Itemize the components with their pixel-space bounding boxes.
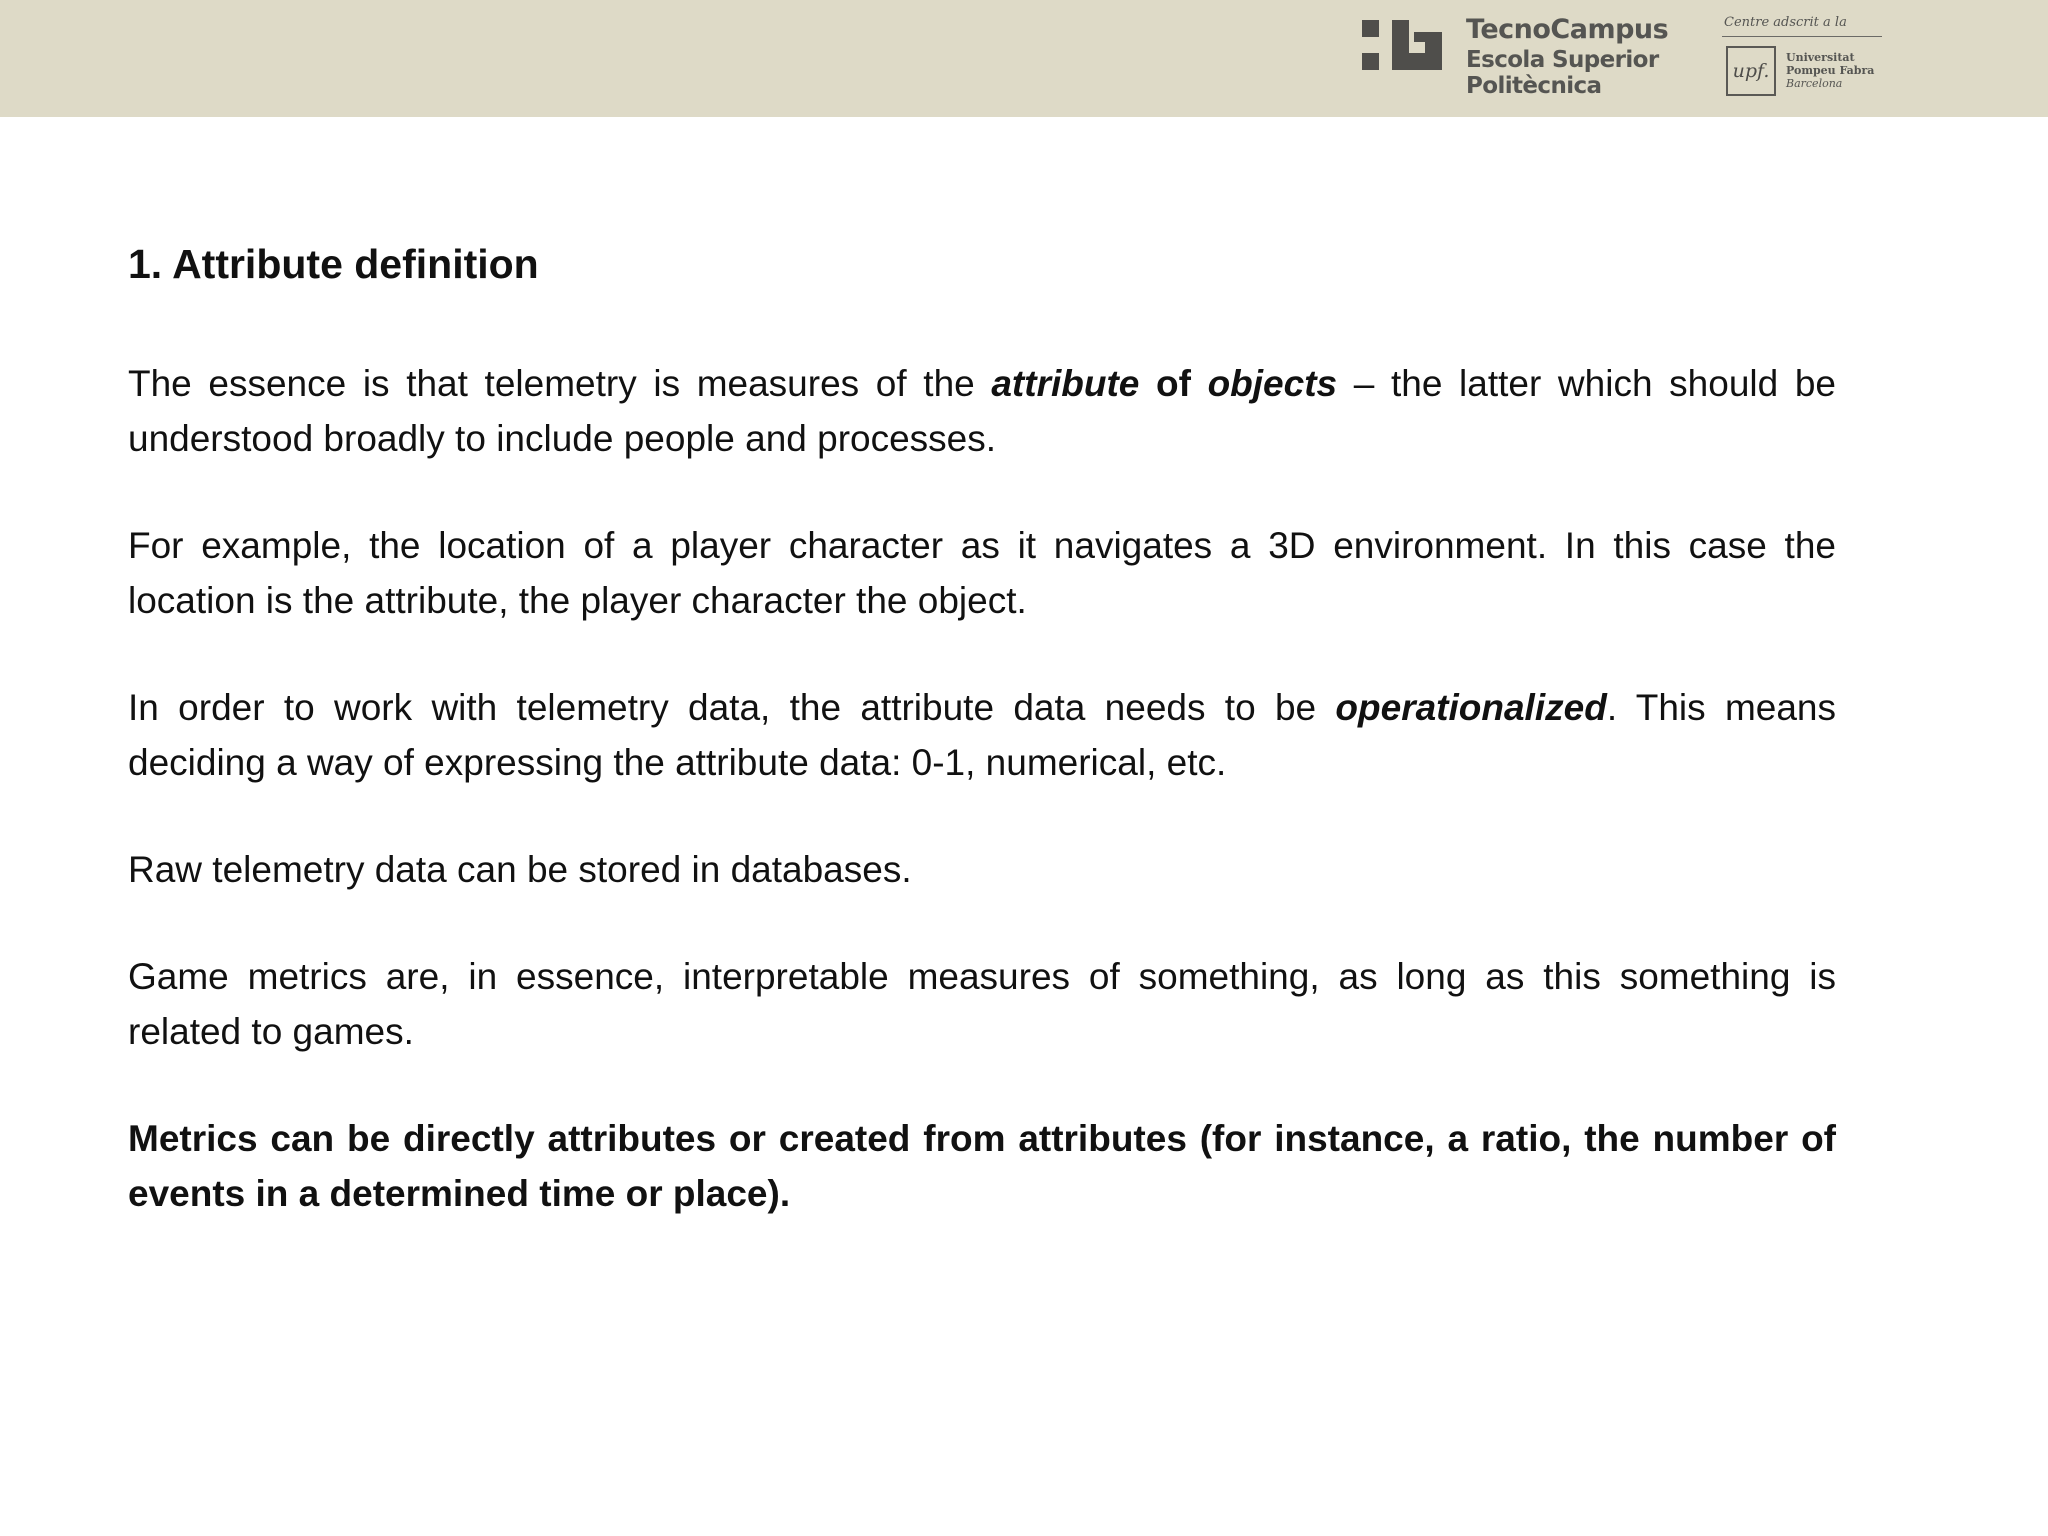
paragraph-game-metrics: Game metrics are, in essence, interpretable measures of something, as long as this something is related to games. [128,956,1836,1052]
slide-content [128,236,1836,1273]
tecnocampus-name: TecnoCampus [1466,14,1669,45]
slide-title: 1. Attribute definition [128,241,539,287]
upf-name-line-3: Barcelona [1786,77,1843,90]
upf-divider [1722,36,1882,37]
upf-tagline: Centre adscrit a la [1724,15,1847,30]
p3-after: . This means deciding a way of expressing the attribute data: 0-1, numerical, etc. [128,687,1836,783]
p3-before: In order to work with telemetry data, the attribute data needs to be [128,687,1336,728]
p1-emphasis-attribute: attribute [991,363,1140,404]
tecnocampus-line-1: Escola Superior [1466,47,1659,73]
upf-name-line-1: Universitat [1786,51,1855,64]
paragraph-example: For example, the location of a player character as it navigates a 3D environment. In this case the location is the attribute, the player character the object. [128,525,1836,621]
p3-emphasis-operationalized: operationalized [1335,687,1607,728]
paragraph-metrics-bold: Metrics can be directly attributes or created from attributes (for instance, a ratio, the number of events in a determined time or place). [128,1118,1836,1214]
header-band [0,0,2048,117]
p1-emphasis-objects: objects [1207,363,1338,404]
paragraph-operationalized [128,680,1836,790]
p1-mid: of [1139,363,1208,404]
tecnocampus-line-2: Politècnica [1466,73,1602,99]
paragraph-essence [128,356,1836,466]
upf-name [1786,51,1874,90]
upf-mark: upf. [1732,60,1770,82]
upf-logo-icon [1726,46,1776,96]
p1-after: – the latter which should be understood broadly to include people and processes. [128,363,1836,459]
upf-name-line-2: Pompeu Fabra [1786,64,1875,77]
paragraph-raw-data: Raw telemetry data can be stored in databases. [128,849,912,890]
tecnocampus-wordmark [1466,16,1668,98]
p1-before: The essence is that telemetry is measures of the [128,363,992,404]
tecnocampus-logo-icon [1362,20,1444,76]
